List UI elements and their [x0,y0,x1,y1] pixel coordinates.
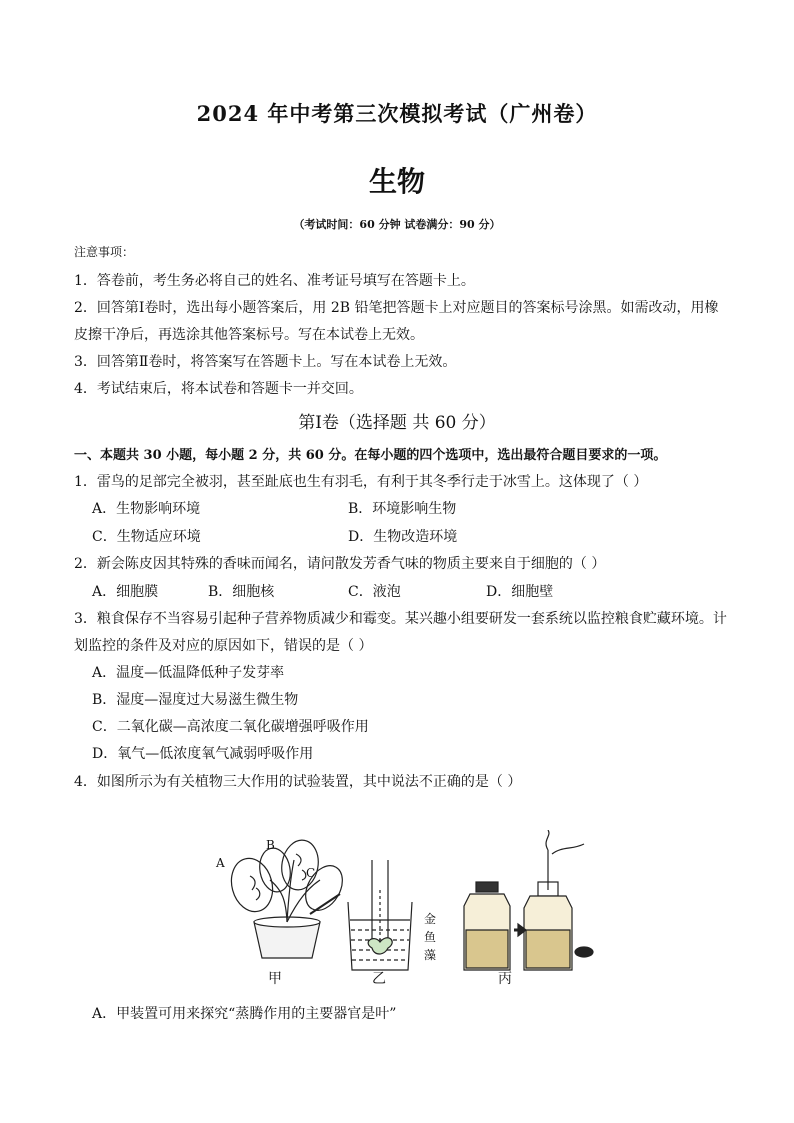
figure-label-jia: 甲 [268,971,282,987]
section-instruction: 一、本题共 30 小题，每小题 2 分，共 60 分。在每小题的四个选项中，选出最符合题目要求的一项。 [74,448,667,463]
subject-title: 生物 [368,165,425,198]
seed-jars-drawing [464,830,593,970]
leaf-label-b: B [266,838,275,852]
question-3-stem: 3．粮食保存不当容易引起种子营养物质减少和霉变。某兴趣小组要研发一套系统以监控粮食贮藏环境。计 [74,611,727,627]
q1-option-d: D．生物改造环境 [348,529,458,545]
beaker-drawing [348,860,412,970]
section-title: 第Ⅰ卷（选择题 共 60 分） [298,413,496,433]
exam-info: （考试时间：60 分钟 试卷满分：90 分） [293,218,501,231]
q3-option-a: A．温度—低温降低种子发芽率 [92,665,285,681]
goldfish-weed-label: 藻 [424,948,437,962]
q2-option-a: A．细胞膜 [92,584,159,600]
q1-option-b: B．环境影响生物 [348,501,457,517]
goldfish-weed-label: 金 [424,912,437,926]
potted-plant-drawing [226,837,350,958]
leaf-label-a: A [216,856,225,870]
notice-item: 4．考试结束后，将本试卷和答题卡一并交回。 [74,381,363,397]
experiment-illustration [212,830,612,990]
notice-item: 1．答卷前，考生务必将自己的姓名、准考证号填写在答题卡上。 [74,273,475,289]
notice-item: 2．回答第Ⅰ卷时，选出每小题答案后，用 2B 铅笔把答题卡上对应题目的答案标号涂黑。如需改动，用橡 [74,300,719,316]
q3-option-b: B．湿度—湿度过大易滋生微生物 [92,692,299,708]
q1-option-c: C．生物适应环境 [92,529,201,545]
q2-option-d: D．细胞壁 [486,584,554,600]
exam-title: 2024 年中考第三次模拟考试（广州卷） [196,101,598,126]
figure-label-bing: 丙 [498,971,512,987]
experiment-figure [212,830,612,990]
question-3-stem: 划监控的条件及对应的原因如下，错误的是（ ） [74,638,373,654]
notice-item: 皮擦干净后，再选涂其他答案标号。写在本试卷上无效。 [74,327,424,343]
notice-heading: 注意事项： [74,245,135,259]
goldfish-weed-label: 鱼 [424,930,437,944]
q2-option-c: C．液泡 [348,584,401,600]
q4-option-a: A．甲装置可用来探究“蒸腾作用的主要器官是叶” [92,1006,397,1022]
question-2-stem: 2．新会陈皮因其特殊的香味而闻名，请问散发芳香气味的物质主要来自于细胞的（ ） [74,556,606,572]
notice-item: 3．回答第Ⅱ卷时，将答案写在答题卡上。写在本试卷上无效。 [74,354,457,370]
question-1-stem: 1．雷鸟的足部完全被羽，甚至趾底也生有羽毛，有利于其冬季行走于冰雪上。这体现了（ ） [74,474,648,490]
leaf-label-c: C [306,866,316,880]
figure-label-yi: 乙 [372,971,386,987]
q3-option-d: D．氧气—低浓度氧气减弱呼吸作用 [92,746,314,762]
q3-option-c: C．二氧化碳—高浓度二氧化碳增强呼吸作用 [92,719,369,735]
q1-option-a: A．生物影响环境 [92,501,201,517]
q2-option-b: B．细胞核 [208,584,275,600]
question-4-stem: 4．如图所示为有关植物三大作用的试验装置，其中说法不正确的是（ ） [74,774,522,790]
